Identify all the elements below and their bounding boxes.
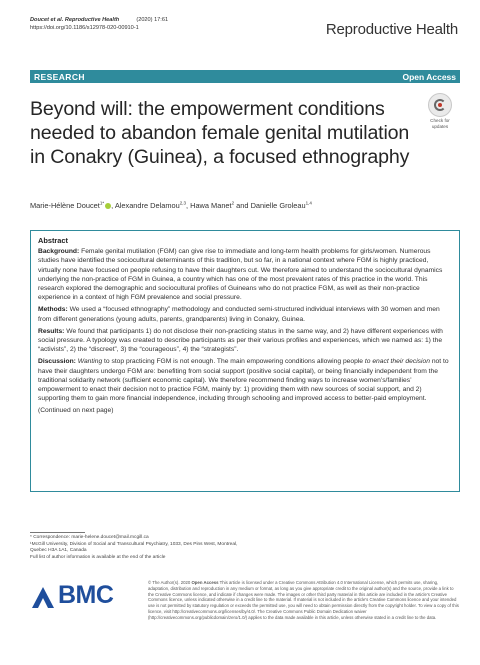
continued-note: (Continued on next page) [38, 407, 114, 415]
abstract-heading: Abstract [38, 236, 68, 245]
author-list: Marie-Hélène Doucet$^{1*}$ , Alexandre Delamou$^{2,3}$, Hawa Manet$^2$ and Danielle Groleau$^{1,4}$ [30, 200, 312, 210]
affiliation: ¹McGill University, Division of Social and Transcultural Psychiatry, 1033, Des Pins West, Montreal, Quebec H3A 1A1, Canada [30, 541, 238, 554]
citation-journal: Reproductive Health [64, 17, 120, 23]
bmc-logo-icon [30, 584, 56, 610]
doi-link[interactable]: https://doi.org/10.1186/s12978-020-00910-1 [30, 25, 139, 31]
abstract-box [30, 230, 460, 492]
orcid-icon[interactable] [105, 203, 111, 209]
abstract-results: Results: We found that participants 1) do not disclose their non-practicing status in the same way, and 2) have different experiences with social pressure. A typology was created to describe participants as per their various profiles and experiences, which we named as: 1) the “activists”, 2) the “discreet”, 3) the “courageous”, 4) the “strategists”. [38, 327, 443, 354]
abstract-background: Background: Female genital mutilation (FGM) can give rise to immediate and long-term health problems for girls/women. Numerous studies have identified the sociocultural determinants of this tradition, but so far, in a national context where FGM is highly practiced, virtually none have focused on people refusing to have their daughters cut. We therefore aimed to understand the sociocultural dynamics underlying the non-practice of FGM in Guinea, a country which has one of the most prevalent rates of this practice in the world. This research explored the demographic and sociocultural profiles of Guineans who do not practice FGM, as well as their non-practice experience in a context of high FGM prevalence and social pressure. [38, 248, 443, 302]
author-name[interactable]: Marie-Hélène Doucet [30, 201, 100, 210]
bmc-logo-text: BMC [58, 581, 114, 609]
check-for-updates-button[interactable] [424, 93, 456, 137]
footnote-divider [30, 532, 85, 533]
abstract-methods: Methods: We used a “focused ethnography” methodology and conducted semi-structured individual interviews with 30 women and men from different generations (young adults, parents, grandparents) living in Conakry, Guinea. [38, 306, 440, 323]
check-updates-icon [428, 93, 452, 117]
author-info-note: Full list of author information is available at the end of the article [30, 554, 166, 560]
abstract-discussion: Discussion: Wanting to stop practicing FGM is not enough. The main empowering conditions allowing people to enact their decision not to have their daughters undergo FGM are: benefiting from social support (positive social capital), or being financially independent from the traditional solidarity network (sufficient economic capital). We therefore recommend finding ways to increase women’s/families’ empowerment to enact their decision not to practice FGM, mainly by: 1) providing them with new sources of social support, and 2) supporting them to gain more financial independence, including through schooling and improved access to better-paid employment. [38, 358, 449, 403]
article-title: Beyond will: the empowerment conditions needed to abandon female genital mutilation in Conakry (Guinea), a focused ethnography [30, 98, 410, 168]
correspondence-block [30, 535, 240, 561]
section-label: RESEARCH [34, 71, 85, 82]
citation-year: (2020) 17:61 [136, 17, 169, 23]
author-name[interactable]: Hawa Manet [190, 201, 232, 210]
check-updates-label: Check for updates [430, 118, 450, 129]
license-notice: © The Author(s). 2020 Open Access This article is licensed under a Creative Commons Attribution 4.0 International License, which permits use, sharing, adaptation, distribution and reproduction in any medium or format, as long as you give appropriate credit to the original author(s) and the source, provide a link to the Creative Commons licence, and indicate if changes were made. The images or other third party material in this article are included in the article's Creative Commons licence, unless indicated otherwise in a credit line to the material. If material is not included in the article's Creative Commons licence and your intended use is not permitted by statutory regulation or exceeds the permitted use, you will need to obtain permission directly from the copyright holder. To view a copy of this licence, visit http://creativecommons.org/licenses/by/4.0/. The Creative Commons Public Domain Dedication waiver (http://creativecommons.org/publicdomain/zero/1.0/) applies to the data made available in this article, unless otherwise stated in a credit line to the data. [148, 580, 459, 620]
journal-name: Reproductive Health [325, 21, 458, 38]
open-access-label: Open Access [402, 71, 456, 82]
author-name[interactable]: Alexandre Delamou [114, 201, 180, 210]
citation-authors: Doucet et al. [30, 17, 64, 23]
author-name[interactable]: Danielle Groleau [250, 201, 306, 210]
citation-header [30, 16, 168, 32]
correspondence-email[interactable]: * Correspondence: marie-helene.doucet@mail.mcgill.ca [30, 535, 149, 540]
bmc-logo[interactable] [30, 580, 130, 610]
section-banner [30, 70, 460, 83]
